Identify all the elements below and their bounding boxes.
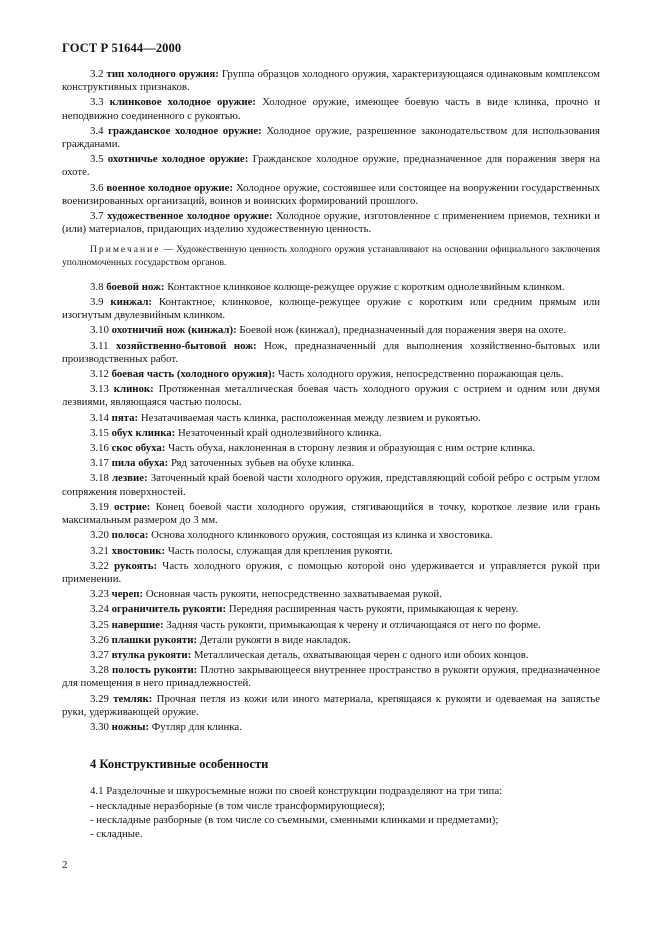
term-number: 3.24	[90, 603, 109, 616]
term-text: Часть холодного оружия, с помощью которой оно удерживается и управляется рукой при применении.	[62, 559, 600, 585]
term-number: 3.18	[90, 472, 109, 485]
term-definition	[62, 693, 600, 719]
term-number: 3.6	[90, 181, 104, 194]
term-number: 3.23	[90, 588, 109, 601]
term-definition	[62, 210, 600, 236]
term-name: боевой нож:	[106, 280, 165, 293]
term-number: 3.12	[90, 368, 109, 381]
term-number: 3.14	[90, 411, 109, 424]
page-number: 2	[62, 859, 68, 871]
term-definition	[62, 68, 600, 94]
term-definition	[62, 634, 600, 647]
term-number: 3.5	[90, 153, 104, 166]
term-text: Ряд заточенных зубьев на обухе клинка.	[170, 457, 355, 470]
term-name: боевая часть (холодного оружия):	[111, 368, 276, 381]
term-definition	[62, 182, 600, 208]
term-number: 3.10	[90, 324, 109, 337]
list-item: - складные.	[90, 827, 143, 840]
term-name: череп:	[111, 588, 144, 601]
term-name: плашки рукояти:	[111, 633, 198, 646]
terms-list-a	[62, 68, 600, 236]
note	[62, 244, 600, 268]
term-text: Часть полосы, служащая для крепления рукояти.	[167, 544, 393, 557]
term-definition	[62, 281, 600, 294]
document-header: ГОСТ Р 51644—2000	[62, 41, 182, 55]
term-definition	[62, 125, 600, 151]
term-definition	[62, 501, 600, 527]
term-name: пята:	[111, 411, 139, 424]
term-definition	[62, 412, 600, 425]
term-number: 3.26	[90, 633, 109, 646]
term-definition	[62, 324, 600, 337]
term-name: рукоять:	[114, 559, 158, 572]
term-name: хвостовик:	[111, 544, 166, 557]
term-name: тип холодного оружия:	[106, 68, 219, 80]
term-number: 3.15	[90, 426, 109, 439]
section-4-title: 4 Конструктивные особенности	[90, 757, 269, 772]
term-text: Задняя часть рукояти, примыкающая к черену и отличающаяся от него по форме.	[166, 618, 541, 631]
term-definition	[62, 545, 600, 558]
term-text: Контактное, клинковое, колюще-режущее оружие с коротким или средним прямым или изогнутым двулезвийным клинком.	[62, 296, 601, 322]
term-definition	[62, 427, 600, 440]
term-number: 3.30	[90, 720, 109, 733]
term-definition	[62, 457, 600, 470]
term-name: охотничий нож (кинжал):	[111, 324, 237, 337]
term-number: 3.11	[90, 339, 109, 352]
term-text: Боевой нож (кинжал), предназначенный для поражения зверя на охоте.	[239, 324, 567, 337]
term-name: хозяйственно-бытовой нож:	[115, 339, 257, 352]
term-number: 3.4	[90, 124, 104, 137]
term-name: полоса:	[111, 529, 149, 542]
term-number: 3.17	[90, 457, 109, 470]
term-definition	[62, 383, 600, 409]
term-text: Незаточенный край однолезвийного клинка.	[177, 426, 382, 439]
term-name: лезвие:	[111, 472, 148, 485]
term-name: острие:	[114, 500, 151, 513]
term-name: клинок:	[113, 383, 154, 396]
term-definition	[62, 340, 600, 366]
term-text: Протяженная металлическая боевая часть холодного оружия с острием и одним или двумя лезвиями, являющаяся частью полосы.	[62, 383, 600, 409]
term-text: Передняя расширенная часть рукояти, примыкающая к черену.	[228, 603, 519, 616]
list-item: - нескладные неразборные (в том числе трансформирующиеся);	[90, 799, 385, 812]
term-name: ножны:	[111, 720, 150, 733]
document-body	[62, 68, 600, 842]
term-definition	[62, 442, 600, 455]
term-number: 3.7	[90, 210, 104, 223]
term-number: 3.3	[90, 96, 104, 109]
term-text: Детали рукояти в виде накладок.	[199, 633, 351, 646]
term-text: Холодное оружие, состоявшее или состоящее на вооружении государственных военизированных организаций, воинов и воинских формирований прошлого.	[62, 181, 601, 207]
note-label: Примечание	[90, 244, 161, 256]
term-text: Заточенный край боевой части холодного оружия, представляющий собой ребро с острым углом сопряжения поверхностей.	[62, 472, 601, 498]
term-text: Плотно закрывающееся внутреннее пространство в рукояти оружия, предназначенное для помещения в него принадлежностей.	[62, 664, 600, 690]
list-item: - нескладные разборные (в том числе со съемными, сменными клинками и предметами);	[90, 813, 499, 826]
term-definition	[62, 560, 600, 586]
term-text: Нож, предназначенный для выполнения хозяйственно-бытовых или производственных работ.	[62, 339, 600, 365]
term-text: Конец боевой части холодного оружия, стягивающийся в точку, короткое лезвие или грань максимальным размером до 3 мм.	[62, 500, 600, 527]
term-definition	[62, 529, 600, 542]
term-text: Холодное оружие, разрешенное законодательством для использования гражданами.	[62, 124, 601, 151]
term-number: 3.13	[90, 383, 109, 396]
term-definition	[62, 721, 600, 734]
term-number: 3.16	[90, 442, 109, 455]
term-name: скос обуха:	[111, 442, 166, 455]
term-number: 3.22	[90, 559, 109, 572]
term-text: Прочная петля из кожи или иного материала, крепящаяся к рукояти и одеваемая на запястье руки, удерживающей оружие.	[62, 692, 601, 718]
term-number: 3.28	[90, 664, 109, 677]
term-number: 3.9	[90, 296, 104, 309]
term-name: навершие:	[111, 618, 164, 631]
term-definition	[62, 603, 600, 616]
term-name: клинковое холодное оружие:	[109, 96, 256, 109]
term-name: военное холодное оружие:	[106, 181, 234, 194]
term-number: 3.2	[90, 68, 104, 80]
term-text: Группа образцов холодного оружия, характеризующаяся одинаковым комплексом конструктивных признаков.	[62, 68, 601, 94]
term-text: Холодное оружие, имеющее боевую часть в виде клинка, прочно и неподвижно соединенного с рукоятью.	[62, 96, 600, 122]
term-definition	[62, 96, 600, 122]
term-text: Металлическая деталь, охватывающая черен с одного или обоих концов.	[193, 648, 529, 661]
term-number: 3.29	[90, 692, 109, 705]
term-name: обух клинка:	[111, 426, 176, 439]
term-name: пила обуха:	[111, 457, 169, 470]
term-definition	[62, 368, 600, 381]
term-name: художественное холодное оружие:	[107, 210, 273, 223]
term-text: Гражданское холодное оружие, предназначенное для поражения зверя на охоте.	[62, 153, 600, 179]
term-name: втулка рукояти:	[111, 648, 192, 661]
term-definition	[62, 619, 600, 632]
term-definition	[62, 649, 600, 662]
term-name: охотничье холодное оружие:	[107, 153, 249, 166]
term-text: Основная часть рукояти, непосредственно захватываемая рукой.	[145, 588, 442, 601]
note-text: — Художественную ценность холодного оружия устанавливают на основании официального заключения уполномоченных государством органов.	[62, 244, 600, 268]
term-name: гражданское холодное оружие:	[108, 124, 262, 137]
term-name: кинжал:	[110, 296, 153, 309]
term-number: 3.27	[90, 648, 109, 661]
term-number: 3.8	[90, 280, 104, 293]
section-4-intro: 4.1 Разделочные и шкуросъемные ножи по своей конструкции подразделяют на три типа:	[90, 785, 503, 798]
term-number: 3.25	[90, 618, 109, 631]
term-definition	[62, 153, 600, 179]
term-definition	[62, 296, 600, 322]
term-name: полость рукояти:	[111, 664, 198, 677]
term-text: Часть обуха, наклоненная в сторону лезвия и образующая с ним острие клинка.	[168, 442, 536, 455]
term-name: темляк:	[113, 692, 153, 705]
term-text: Незатачиваемая часть клинка, расположенная между лезвием и рукоятью.	[140, 411, 481, 424]
term-number: 3.21	[90, 544, 109, 557]
term-name: ограничитель рукояти:	[111, 603, 227, 616]
term-number: 3.19	[90, 500, 109, 513]
term-text: Контактное клинковое колюще-режущее оружие с коротким однолезвийным клинком.	[167, 280, 565, 293]
terms-list-b	[62, 281, 600, 734]
section-4-items	[62, 800, 600, 842]
term-definition	[62, 664, 600, 690]
term-text: Основа холодного клинкового оружия, состоящая из клинка и хвостовика.	[151, 529, 493, 542]
term-text: Футляр для клинка.	[151, 720, 242, 733]
term-text: Часть холодного оружия, непосредственно поражающая цель.	[277, 368, 564, 381]
term-text: Холодное оружие, изготовленное с применением приемов, техники и (или) материалов, придающих изделию художественную ценность.	[62, 210, 600, 236]
term-definition	[62, 588, 600, 601]
term-number: 3.20	[90, 529, 109, 542]
term-definition	[62, 472, 600, 498]
